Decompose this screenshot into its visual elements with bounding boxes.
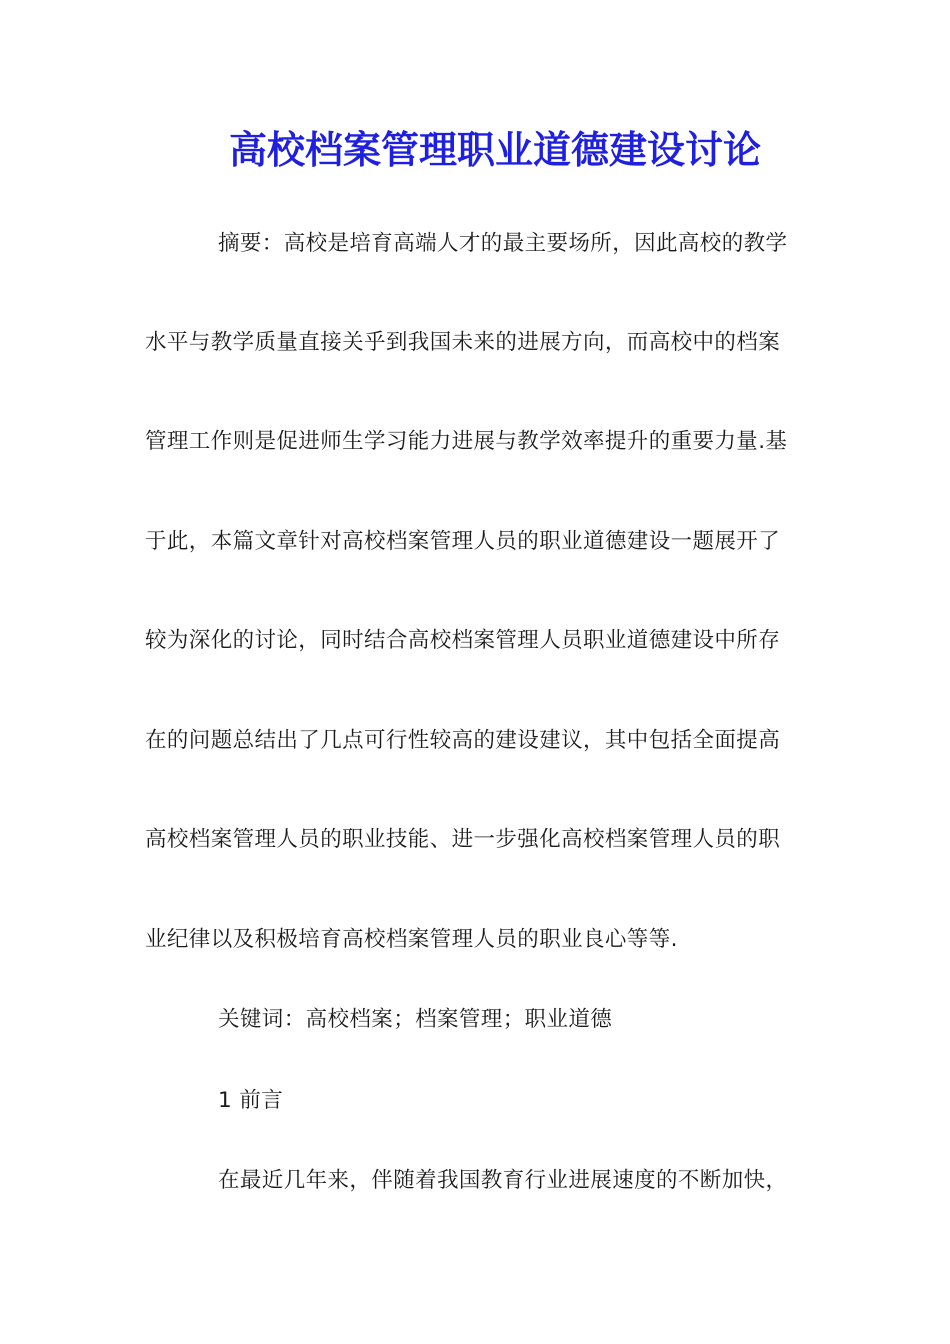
abstract-line-1: 摘要：高校是培育高端人才的最主要场所，因此高校的教学 xyxy=(218,231,788,256)
abstract-line-5: 较为深化的讨论，同时结合高校档案管理人员职业道德建设中所存 xyxy=(145,628,781,653)
abstract-line-7: 高校档案管理人员的职业技能、进一步强化高校档案管理人员的职 xyxy=(145,827,781,852)
section-heading: 1 前言 xyxy=(218,1088,284,1113)
abstract-line-3: 管理工作则是促进师生学习能力进展与教学效率提升的重要力量.基 xyxy=(145,429,788,454)
abstract-line-6: 在的问题总结出了几点可行性较高的建设建议，其中包括全面提高 xyxy=(145,728,781,753)
abstract-line-4: 于此，本篇文章针对高校档案管理人员的职业道德建设一题展开了 xyxy=(145,529,781,554)
document-title: 高校档案管理职业道德建设讨论 xyxy=(228,127,761,172)
keywords-line: 关键词：高校档案；档案管理；职业道德 xyxy=(218,1007,613,1032)
abstract-line-2: 水平与教学质量直接关乎到我国未来的进展方向，而高校中的档案 xyxy=(145,330,781,355)
abstract-line-8: 业纪律以及积极培育高校档案管理人员的职业良心等等. xyxy=(145,927,678,952)
body-paragraph-line: 在最近几年来，伴随着我国教育行业进展速度的不断加快， xyxy=(218,1168,788,1193)
